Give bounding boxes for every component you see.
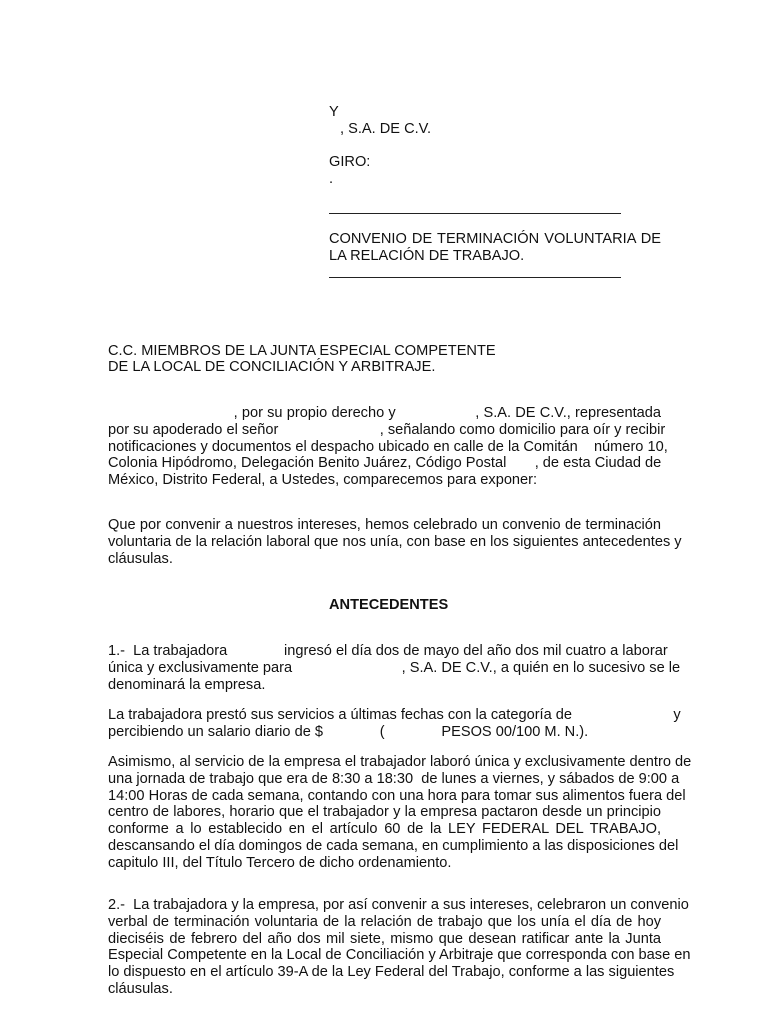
purpose-paragraph [108,517,682,567]
header-line-y: Y [329,104,339,120]
section-title-antecedentes: ANTECEDENTES [329,597,449,613]
agreement-title-line: CONVENIO DE TERMINACIÓN VOLUNTARIA DE [329,231,661,247]
paragraph-line: México, Distrito Federal, a Ustedes, comparecemos para exponer: [108,472,538,489]
paragraph-line: cláusulas. [108,550,173,567]
paragraph-line: , por su propio derecho y , S.A. DE C.V., representada [108,405,661,421]
category-paragraph [108,707,681,741]
antecedent-2-paragraph [108,897,691,998]
paragraph-line: centro de labores, horario que el trabajador y la empresa pactaron desde un principio [108,804,661,821]
schedule-paragraph [108,754,692,872]
paragraph-line: Que por convenir a nuestros intereses, hemos celebrado un convenio de terminación [108,517,661,533]
header-company-suffix: , S.A. DE C.V. [340,121,432,137]
agreement-title-line: LA RELACIÓN DE TRABAJO. [329,247,525,264]
paragraph-line: verbal de terminación voluntaria de la relación de trabajo que los unía el día de hoy [108,913,661,930]
antecedent-1-paragraph [108,643,681,693]
paragraph-line: capitulo III, del Título Tercero de dicho ordenamiento. [108,854,452,871]
agreement-title [329,231,661,265]
paragraph-line: 2.- La trabajadora y la empresa, por así convenir a sus intereses, celebraron un convenio [108,897,689,913]
paragraph-line: notificaciones y documentos el despacho ubicado en calle de la Comitán número 10, [108,438,668,455]
header-rule-top [329,213,621,214]
paragraph-line: por su apoderado el señor , señalando como domicilio para oír y recibir [108,421,666,438]
paragraph-line: percibiendo un salario diario de $ ( PESOS 00/100 M. N.). [108,723,589,740]
giro-label: GIRO: [329,154,371,170]
paragraph-line: 1.- La trabajadora ingresó el día dos de mayo del año dos mil cuatro a laborar [108,643,668,659]
paragraph-line: Especial Competente en la Local de Conciliación y Arbitraje que corresponda con base en [108,947,691,964]
paragraph-line: Asimismo, al servicio de la empresa el trabajador laboró única y exclusivamente dentro de [108,754,692,770]
paragraph-line: cláusulas. [108,980,173,997]
paragraph-line: 14:00 Horas de cada semana, contando con una hora para tomar sus alimentos fuera del [108,787,686,804]
paragraph-line: única y exclusivamente para , S.A. DE C.V., a quién en lo sucesivo se le [108,659,681,676]
giro-value: . [329,171,334,187]
paragraph-line: denominará la empresa. [108,676,266,693]
paragraph-line: conforme a lo establecido en el artículo 60 de la LEY FEDERAL DEL TRABAJO, [108,821,661,838]
addressee-line-2: DE LA LOCAL DE CONCILIACIÓN Y ARBITRAJE. [108,359,436,375]
addressee-line-1: C.C. MIEMBROS DE LA JUNTA ESPECIAL COMPETENTE [108,343,496,359]
intro-paragraph [108,405,668,489]
paragraph-line: una jornada de trabajo que era de 8:30 a 18:30 de lunes a viernes, y sábados de 9:00 a [108,770,680,787]
paragraph-line: Colonia Hipódromo, Delegación Benito Juárez, Código Postal , de esta Ciudad de [108,455,662,472]
header-rule-bottom [329,277,621,278]
paragraph-line: descansando el día domingos de cada semana, en cumplimiento a las disposiciones del [108,837,679,854]
paragraph-line: lo dispuesto en el artículo 39-A de la Ley Federal del Trabajo, conforme a las siguientes [108,964,675,981]
paragraph-line: La trabajadora prestó sus servicios a últimas fechas con la categoría de y [108,707,681,723]
paragraph-line: voluntaria de la relación laboral que nos unía, con base en los siguientes antecedentes y [108,533,682,550]
paragraph-line: dieciséis de febrero del año dos mil siete, mismo que desean ratificar ante la Junta [108,930,661,947]
